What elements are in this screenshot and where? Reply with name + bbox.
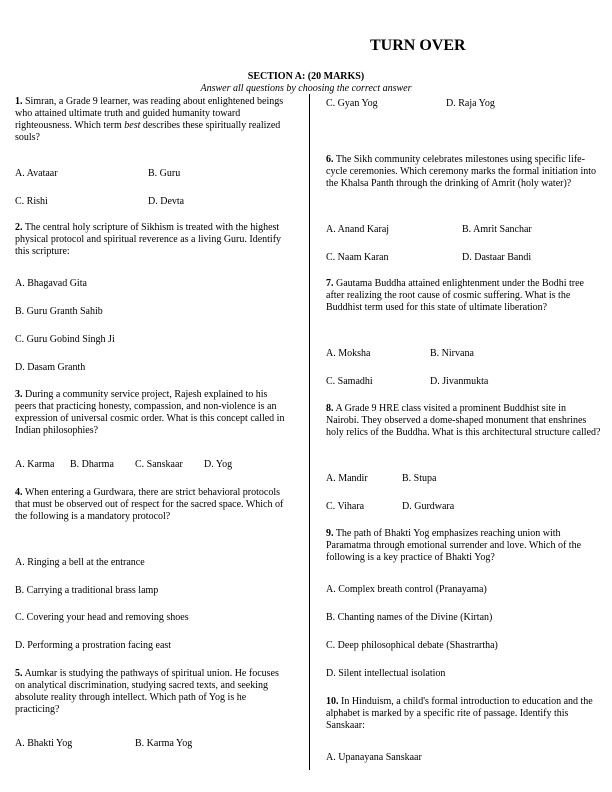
- question-text: 6. The Sikh community celebrates milestones using specific life-cycle ceremonies. Which ceremony marks the formal initiation into the Khalsa Panth through the drinking of Amrit (holy water)?: [326, 154, 596, 189]
- question-text: 5. Aumkar is studying the pathways of spiritual union. He focuses on analytical discrimination, studying sacred texts, and seeking absolute reality through intellect. Which path of Yog is he practicing?: [15, 668, 279, 715]
- question-5: [15, 668, 290, 716]
- question-text: 3. During a community service project, Rajesh explained to his peers that practicing honesty, compassion, and non-violence is an expression of universal cosmic order. What is this concept called in Indian philosophies?: [15, 389, 285, 436]
- question-text: 7. Gautama Buddha attained enlightenment under the Bodhi tree after realizing the root cause of cosmic suffering. What is the Buddhist term used for this state of ultimate liberation?: [326, 278, 584, 313]
- option-c[interactable]: C. Covering your head and removing shoes: [15, 612, 189, 623]
- question-text: 9. The path of Bhakti Yog emphasizes reaching union with Paramatma through emotional surrender and love. Which of the following is a key practice of Bhakti Yog?: [326, 528, 582, 563]
- option-a[interactable]: A. Moksha: [326, 348, 371, 359]
- question-3: [15, 389, 290, 437]
- question-10: [326, 696, 601, 732]
- option-a[interactable]: A. Upanayana Sanskaar: [326, 752, 422, 763]
- option-b[interactable]: B. Nirvana: [430, 348, 474, 359]
- option-c[interactable]: C. Naam Karan: [326, 252, 389, 263]
- option-c[interactable]: C. Samadhi: [326, 376, 373, 387]
- column-divider: [309, 94, 310, 770]
- option-b[interactable]: B. Amrit Sanchar: [462, 224, 532, 235]
- question-1: [15, 96, 290, 144]
- option-d[interactable]: D. Jivanmukta: [430, 376, 489, 387]
- question-4: [15, 487, 290, 523]
- question-text: 10. In Hinduism, a child's formal introduction to education and the alphabet is marked by a specific rite of passage. Identify this Sanskaar:: [326, 696, 593, 731]
- option-a[interactable]: A. Ringing a bell at the entrance: [15, 557, 145, 568]
- question-text: 2. The central holy scripture of Sikhism is treated with the highest physical protocol and spiritual reverence as a living Guru. Identify this scripture:: [15, 222, 282, 257]
- option-a[interactable]: A. Complex breath control (Pranayama): [326, 584, 487, 595]
- option-a[interactable]: A. Bhagavad Gita: [15, 278, 87, 289]
- question-text: 8. A Grade 9 HRE class visited a prominent Buddhist site in Nairobi. They observed a dome-shaped monument that enshrines holy relics of the Buddha. What is this architectural structure called?: [326, 403, 601, 438]
- option-d[interactable]: D. Performing a prostration facing east: [15, 640, 172, 651]
- section-title: SECTION A: (20 MARKS): [247, 71, 365, 82]
- option-a[interactable]: A. Karma: [15, 459, 55, 470]
- question-7: [326, 278, 601, 314]
- option-a[interactable]: A. Mandir: [326, 473, 368, 484]
- option-d[interactable]: D. Dasam Granth: [15, 362, 86, 373]
- option-d[interactable]: D. Dastaar Bandi: [462, 252, 532, 263]
- turn-over-heading: TURN OVER: [370, 37, 466, 54]
- instructions: Answer all questions by choosing the correct answer: [200, 83, 412, 94]
- option-c[interactable]: C. Vihara: [326, 501, 365, 512]
- question-8: [326, 403, 601, 439]
- question-2: [15, 222, 290, 258]
- question-6: [326, 154, 601, 190]
- option-b[interactable]: B. Chanting names of the Divine (Kirtan): [326, 612, 493, 623]
- question-text: 4. When entering a Gurdwara, there are strict behavioral protocols that must be observed out of respect for the sacred space. Which of the following is a mandatory protocol?: [15, 487, 284, 522]
- option-a[interactable]: A. Bhakti Yog: [15, 738, 73, 749]
- option-d[interactable]: D. Gurdwara: [402, 501, 455, 512]
- option-a[interactable]: A. Anand Karaj: [326, 224, 390, 235]
- option-c[interactable]: C. Rishi: [15, 196, 48, 207]
- option-c[interactable]: C. Guru Gobind Singh Ji: [15, 334, 115, 345]
- option-d[interactable]: D. Devta: [148, 196, 185, 207]
- option-b[interactable]: B. Stupa: [402, 473, 437, 484]
- question-text: 1. Simran, a Grade 9 learner, was reading about enlightened beings who attained ultimate truth and guided humanity toward righteousness. Which term best describes these spiritually realized souls?: [15, 96, 284, 143]
- option-c[interactable]: C. Deep philosophical debate (Shastrartha): [326, 640, 498, 651]
- option-d[interactable]: D. Yog: [204, 459, 233, 470]
- question-9: [326, 528, 601, 564]
- option-a[interactable]: A. Avataar: [15, 168, 58, 179]
- option-c[interactable]: C. Sanskaar: [135, 459, 183, 470]
- option-b[interactable]: B. Carrying a traditional brass lamp: [15, 585, 159, 596]
- option-b[interactable]: B. Guru: [148, 168, 181, 179]
- option-d[interactable]: D. Silent intellectual isolation: [326, 668, 446, 679]
- option-b[interactable]: B. Dharma: [70, 459, 114, 470]
- option-b[interactable]: B. Karma Yog: [135, 738, 193, 749]
- option-b[interactable]: B. Guru Granth Sahib: [15, 306, 103, 317]
- option-d[interactable]: D. Raja Yog: [446, 98, 495, 109]
- option-c[interactable]: C. Gyan Yog: [326, 98, 378, 109]
